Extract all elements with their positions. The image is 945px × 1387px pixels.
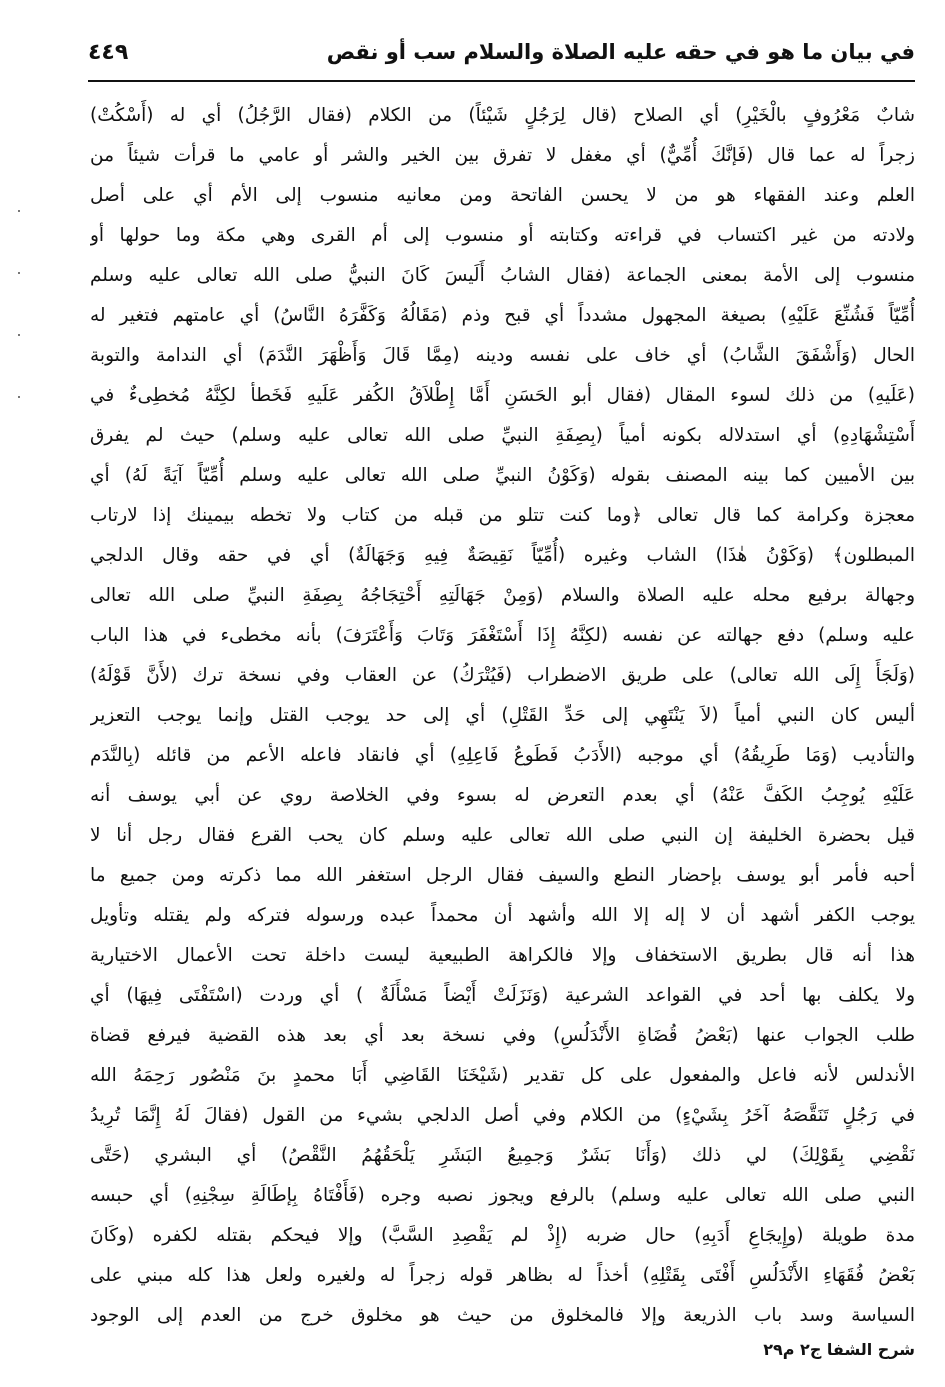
text-line: أَسْتِشْهَادِهِ) أي استدلاله بكونه أمياً (بِصِفَةِ النبيِّ صلى الله تعالى عليه وسلم) حيث لم يفرق (90, 425, 915, 446)
text-line: ولا يكلف بها أحد في القواعد الشرعية (وَنَزَلَتْ أَيْضاً مَسْأَلَةٌ ) أي وردت (اسْتَفْتَى فِيهَا) أي (90, 985, 915, 1006)
running-title: في بيان ما هو في حقه عليه الصلاة والسلام سب أو نقص (326, 40, 915, 64)
text-line: يوجب الكفر أشهد أن لا إله إلا الله وأشهد أن محمداً عبده ورسوله فتركه ولم يقتله وتأويل (90, 905, 915, 926)
text-line: (وَلَجَأَ إِلَى الله تعالى) على طريق الاضطراب (فَيُتْرَكُ) عن العقاب وفي نسخة ترك (لأَنَّ قَوْلَهُ) (90, 665, 915, 686)
text-line: بين الأميين كما بينه المصنف بقوله (وَكَوْنُ النبيِّ صلى الله تعالى عليه وسلم أُمِّيّاً آيَةً لَهُ) أي (90, 465, 915, 486)
text-line: قيل بحضرة الخليفة إن النبي صلى الله تعالى عليه وسلم كان يحب القرع فقال رجل أنا لا (90, 825, 915, 846)
text-line: زجراً له عما قال (فَإنَّكَ أُمِّيٌّ) أي مغفل لا تفرق بين الخير والشر أو عامي ما قرأت شيئاً من (90, 145, 915, 166)
text-line: شابٌ مَعْرُوفٍ بالْخَيْرِ) أي الصلاح (قال لِرَجُلٍ شَيْئاً) من الكلام (فقال الرَّجُلُ) أي له (أَسْكُتْ) (90, 105, 915, 126)
text-line: أحبه فأمر أبو يوسف بإحضار النطع والسيف فقال الرجل استغفر الله مما ذكرته ومن جميع ما (90, 865, 915, 886)
margin-marks (12, 150, 32, 1250)
text-line: النبي صلى الله تعالى عليه وسلم) بالرفع ويجوز نصبه وجره (فَأَفْتَاهُ بِإطَالَةِ سِجْنِهِ) أي حبسه (90, 1185, 915, 1206)
text-line: (عَلَيهِ) من ذلك لسوء المقال (فقال أبو الحَسَنِ أَمَّا إِطْلاَقُ الكُفر عَلَيهِ فَخَطأ لكِنَّهُ مُخطِىءٌ في (90, 385, 915, 406)
text-line: وجهالة برفيع محله عليه الصلاة والسلام (وَمِنْ جَهَالَتِهِ أَحْتِجَاجُهُ بِصِفَةِ النبيِّ صلى الله تعالى (90, 585, 915, 606)
text-line: ولادته من غير اكتساب في قراءته وكتابته أو منسوب إلى أم القرى وهي مكة وما حولها أو (90, 225, 915, 246)
page-number: ٤٤٩ (88, 39, 129, 65)
text-line: الحال (وَأَشْفَقَ الشَّابُ) أي خاف على نفسه ودينه (مِمَّا قَالَ وَأَظْهَرَ النَّدَمَ) أي الندامة والتوبة (90, 345, 915, 366)
text-line: والتأديب (وَمَا طَرِيقُهُ) أي موجبه (الأَدَبُ فَطَوعُ فَاعِلِهِ) أي فانقاد فاعله الأعم من قائله (بِالنَّدَم (90, 745, 915, 766)
header-rule (88, 80, 915, 82)
text-line: عليه وسلم) دفع جهالته عن نفسه (لكِنَّهُ إِذَا أَسْتَغْفَرَ وَتَابَ وَأَعْتَرَفَ) بأنه مخطىء في هذا الباب (90, 625, 915, 646)
text-line: منسوب إلى الأمة بمعنى الجماعة (فقال الشابُ أَلَيسَ كَانَ النبيُّ صلى الله تعالى عليه وسلم (90, 265, 915, 286)
text-line: هذا أنه قال بطريق الاستخفاف وإلا فالكراهة الطبيعية ليست داخلة تحت الأعمال الاختيارية (90, 945, 915, 966)
footer-signature: شرح الشفا ج٢ م٢٩ (763, 1340, 915, 1359)
text-line: معجزة وكرامة كما قال تعالى ﴿وما كنت تتلو من قبله من كتاب ولا تخطه بيمينك إذا لارتاب (90, 505, 915, 526)
text-line: بَعْضُ فُقَهَاءِ الأَنْدَلُسِ أَفْتَى بِقَتْلِهِ) أخذاً له بظاهر قوله زجراً له ولغيره ولعل هذا كله مبني على (90, 1265, 915, 1286)
text-line: مدة طويلة (وإِيجَاعِ أَدَبِهِ) حال ضربه (إِذْ لم يَقْصِدِ السَّبَّ) وإلا فيحكم بقتله لكفره (وكَانَ (90, 1225, 915, 1246)
text-line: عَلَيْهِ يُوجِبُ الكَفَّ عَنْهُ) أي بعدم التعرض له بسوء وفي الخلاصة روي عن أبي يوسف أنه (90, 785, 915, 806)
text-line: العلم وعند الفقهاء هو من لا يحسن الفاتحة ومن معانيه منسوب إلى الأم أي على أصل (90, 185, 915, 206)
text-line: أُمِّيّاً فَشُنِّعَ عَلَيْهِ) بصيغة المجهول مشدداً أي قبح وذم (مَقَالُهُ وَكَفَّرَهُ النَّاسُ) أي عامتهم فتغير له (90, 305, 915, 326)
text-line: طلب الجواب عنها (بَعْضُ قُضَاةِ الأَنْدَلُسِ) وفي نسخة بعد أي بعد هذه القضية فيرفع قضاة (90, 1025, 915, 1046)
text-line: أليس كان النبي أمياً (لاَ يَنْتَهِي إلى حَدِّ القَتْلِ) أي إلى حد يوجب القتل وإنما يوجب التعزير (90, 705, 915, 726)
text-line: الأندلس لأنه فاعل والمفعول على كل تقدير (شَيْخَنَا القَاضِي أَبَا محمدٍ بنَ مَنْصُور رَحِمَهُ الله (90, 1065, 915, 1086)
text-line: في رَجُلٍ تَنَقَّصَهُ آخَرُ بِشَيْءٍ) من الكلام وفي أصل الدلجي بشيء من القول (فقالَ لَهُ إِنَّمَا تُرِيدُ (90, 1105, 915, 1126)
body-text (90, 96, 915, 1336)
text-line: المبطلون﴾ (وَكَوْنُ هٰذَا) الشاب وغيره (أُمِّيّاً نَقِيصَةٌ فِيهِ وَجَهَالَةٌ) أي في حقه وقال الدلجي (90, 545, 915, 566)
text-line: السياسة وسد باب الذريعة وإلا فالمخلوق من حيث هو مخلوق خرج من العدم إلى الوجود (90, 1305, 915, 1326)
page-header (88, 30, 915, 74)
text-line: نَقْضِي بِقَوْلِكَ) لي ذلك (وَأَنَا بَشَرٌ وَجمِيعُ البَشَرِ يَلْحَقُهُمُ النَّقْصُ) أي البشري (حَتَّى (90, 1145, 915, 1166)
